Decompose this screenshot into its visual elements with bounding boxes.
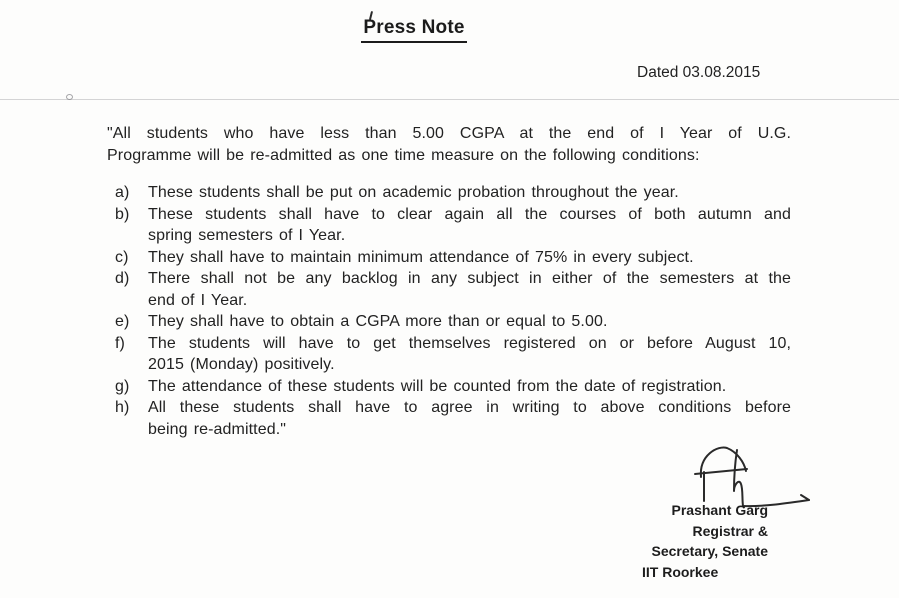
- scan-speck: [66, 94, 73, 100]
- condition-line: These students shall be put on academic probation throughout the year.: [148, 184, 679, 201]
- condition-text: [148, 333, 791, 376]
- condition-item-g: [115, 376, 791, 398]
- signature-block: [642, 500, 768, 582]
- condition-text: [148, 268, 791, 311]
- condition-item-d: [115, 268, 791, 311]
- condition-line: The attendance of these students will be counted from the date of registration.: [148, 377, 727, 395]
- condition-line: There shall not be any backlog in any subject in either of the semesters at the: [148, 270, 791, 287]
- condition-label: a): [115, 184, 130, 201]
- condition-label: d): [115, 270, 130, 287]
- condition-label: h): [115, 399, 130, 416]
- condition-item-h: [115, 397, 791, 440]
- intro-line-2: Programme will be re-admitted as one time measure on the following conditions:: [107, 146, 700, 164]
- condition-label: b): [115, 205, 130, 223]
- scan-fold-line: [0, 99, 899, 100]
- condition-item-e: [115, 311, 791, 333]
- condition-text: [148, 204, 791, 247]
- condition-line: These students shall have to clear again all the courses of both autumn and: [148, 205, 791, 223]
- condition-line: end of I Year.: [148, 291, 248, 309]
- condition-line: 2015 (Monday) positively.: [148, 356, 335, 373]
- condition-item-f: [115, 333, 791, 376]
- condition-line: The students will have to get themselves registered on or before August 10,: [148, 334, 791, 352]
- condition-line: being re-admitted.": [148, 420, 287, 438]
- condition-item-a: [115, 182, 791, 204]
- signatory-institute: IIT Roorkee: [642, 563, 719, 580]
- condition-line: They shall have to maintain minimum attendance of 75% in every subject.: [148, 248, 694, 266]
- condition-label: c): [115, 248, 129, 266]
- intro-paragraph: [107, 123, 791, 166]
- page-title: Press Note: [361, 17, 466, 43]
- condition-line: spring semesters of I Year.: [148, 227, 346, 244]
- page-title-wrap: [0, 17, 828, 43]
- condition-line: They shall have to obtain a CGPA more than or equal to 5.00.: [148, 313, 608, 330]
- signatory-title-registrar: Registrar &: [692, 522, 768, 539]
- intro-line-1: "All students who have less than 5.00 CGPA at the end of I Year of U.G.: [107, 125, 791, 142]
- condition-label: g): [115, 377, 130, 395]
- condition-label: e): [115, 313, 130, 330]
- signatory-name: Prashant Garg: [671, 502, 768, 518]
- condition-text: [148, 376, 791, 398]
- condition-text: [148, 311, 791, 333]
- condition-item-c: [115, 247, 791, 269]
- date-line: Dated 03.08.2015: [637, 64, 761, 81]
- condition-text: [148, 397, 791, 440]
- condition-text: [148, 247, 791, 269]
- signatory-title-secretary: Secretary, Senate: [651, 543, 768, 559]
- conditions-list: [115, 182, 791, 440]
- condition-text: [148, 182, 791, 204]
- condition-line: All these students shall have to agree in writing to above conditions before: [148, 399, 791, 416]
- condition-label: f): [115, 334, 125, 352]
- condition-item-b: [115, 204, 791, 247]
